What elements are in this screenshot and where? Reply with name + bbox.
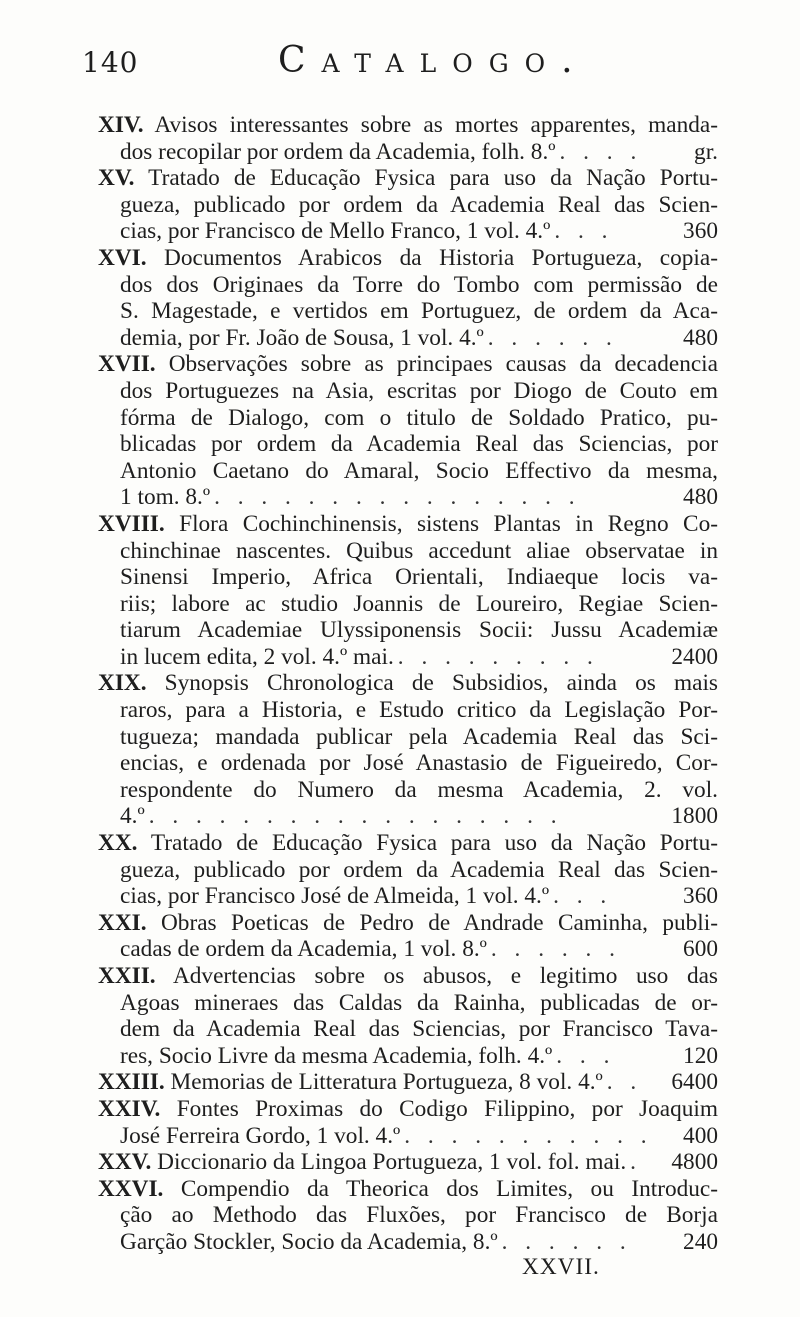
entry-body: riis; labore ac studio Joannis de Loureiro, Regiae Scien- bbox=[120, 590, 718, 617]
entry-text bbox=[98, 511, 718, 538]
entry-text bbox=[98, 1176, 718, 1203]
catalog-line bbox=[98, 1176, 718, 1203]
catalog-line bbox=[98, 431, 718, 458]
entry-text bbox=[98, 1043, 552, 1070]
entry-text bbox=[98, 990, 718, 1017]
catalog-line bbox=[98, 990, 718, 1017]
dot-leader: . bbox=[630, 1149, 642, 1176]
catalog-line bbox=[98, 218, 718, 245]
catchword: XXVII. bbox=[522, 1254, 600, 1280]
dot-leader: . . . bbox=[554, 218, 614, 245]
catalog-line bbox=[98, 1149, 718, 1176]
entry-number: XXV. bbox=[98, 1149, 152, 1176]
entry-text bbox=[98, 644, 394, 671]
entry-body: cadas de ordem da Academia, 1 vol. 8.º bbox=[120, 936, 487, 963]
entry-body: cias, por Francisco de Mello Franco, 1 vol. 4.º bbox=[120, 218, 551, 245]
entry-body: Sinensi Imperio, Africa Orientali, Indiaeque locis va- bbox=[120, 564, 718, 591]
entry-text bbox=[98, 484, 210, 511]
entry-body: Synopsis Chronologica de Subsidios, ainda os mais bbox=[164, 670, 718, 697]
entry-body: respondente do Numero da mesma Academia, 2. vol. bbox=[120, 776, 718, 803]
price: 120 bbox=[683, 1042, 718, 1069]
entry-text bbox=[98, 272, 718, 299]
catalog-line bbox=[98, 1043, 718, 1070]
entry-number: XIX. bbox=[98, 670, 147, 697]
entry-number: XV. bbox=[98, 165, 135, 192]
entry-body: gueza, publicado por ordem da Academia Real das Scien- bbox=[120, 191, 718, 218]
entry-text bbox=[98, 670, 718, 697]
entry-text bbox=[98, 724, 718, 751]
dot-leader: . . . . bbox=[559, 138, 643, 165]
catalog-line bbox=[98, 670, 718, 697]
entry-text bbox=[98, 1202, 718, 1229]
catalog-line bbox=[98, 1096, 718, 1123]
entry-body: res, Socio Livre da mesma Academia, folh. 4.º bbox=[120, 1042, 553, 1069]
entry-number: XXIII. bbox=[98, 1069, 165, 1096]
entry-text bbox=[98, 218, 550, 245]
dot-leader: . . . bbox=[553, 883, 613, 910]
dot-leader: . . . bbox=[556, 1042, 616, 1069]
entry-text bbox=[98, 405, 718, 432]
catalog-line bbox=[98, 272, 718, 299]
dot-leader: . . . . . . . . . . . . . . . . bbox=[214, 484, 581, 511]
entry-body: Flora Cochinchinensis, sistens Plantas in Regno Co- bbox=[179, 510, 718, 537]
entry-text bbox=[98, 1149, 626, 1176]
price: 1800 bbox=[671, 803, 718, 830]
entry-body: fórma de Dialogo, com o titulo de Soldado Pratico, pu- bbox=[120, 404, 718, 431]
entry-body: 1 tom. 8.º bbox=[120, 484, 211, 511]
entry-text bbox=[98, 936, 487, 963]
entry-body: Antonio Caetano do Amaral, Socio Effectivo da mesma, bbox=[120, 457, 718, 484]
entry-body: raros, para a Historia, e Estudo critico da Legislação Por- bbox=[120, 697, 718, 724]
entry-body: Tratado de Educação Fysica para uso da Nação Portu- bbox=[150, 830, 718, 857]
running-title: Catalogo. bbox=[278, 40, 589, 81]
entry-text bbox=[98, 351, 718, 378]
entry-body: Tratado de Educação Fysica para uso da Nação Portu- bbox=[148, 165, 718, 192]
catalog-line bbox=[98, 484, 718, 511]
entry-text bbox=[98, 458, 718, 485]
entry-body: in lucem edita, 2 vol. 4.º mai. bbox=[120, 643, 394, 670]
entry-text bbox=[98, 963, 718, 990]
entry-body: cias, por Francisco José de Almeida, 1 vol. 4.º bbox=[120, 883, 550, 910]
price: 480 bbox=[683, 484, 718, 511]
entry-text bbox=[98, 1016, 718, 1043]
entry-number: XX. bbox=[98, 830, 138, 857]
entry-text bbox=[98, 564, 718, 591]
price: 400 bbox=[683, 1122, 718, 1149]
catalog-line bbox=[98, 112, 718, 139]
entry-text bbox=[98, 378, 718, 405]
entry-body: Avisos interessantes sobre as mortes apparentes, manda- bbox=[154, 112, 718, 138]
entry-number: XXI. bbox=[98, 909, 147, 936]
entry-body: dos dos Originaes da Torre do Tombo com permissão de bbox=[120, 271, 718, 298]
entry-text bbox=[98, 777, 718, 804]
catalog-line bbox=[98, 617, 718, 644]
dot-leader: . . . . . . . . . bbox=[397, 643, 599, 670]
price: 6400 bbox=[671, 1069, 718, 1096]
price: 2400 bbox=[671, 643, 718, 670]
entry-text bbox=[98, 857, 718, 884]
entry-body: tugueza; mandada publicar pela Academia Real das Sci- bbox=[120, 723, 718, 750]
entry-body: Garção Stockler, Socio da Academia, 8.º bbox=[120, 1228, 498, 1255]
entry-body: encias, e ordenada por José Anastasio de Figueiredo, Cor- bbox=[120, 750, 718, 777]
entry-body: José Ferreira Gordo, 1 vol. 4.º bbox=[120, 1122, 401, 1149]
catalog-line bbox=[98, 830, 718, 857]
entry-text bbox=[98, 431, 718, 458]
entry-text bbox=[98, 883, 549, 910]
page-header bbox=[82, 40, 722, 90]
entry-body: blicadas por ordem da Academia Real das Sciencias, por bbox=[120, 431, 718, 458]
catalog-line bbox=[98, 591, 718, 618]
catalog-line bbox=[98, 192, 718, 219]
dot-leader: . . . . . . bbox=[487, 324, 618, 351]
entry-number: XVIII. bbox=[98, 510, 165, 537]
entry-text bbox=[98, 830, 718, 857]
catalog-line bbox=[98, 538, 718, 565]
price: 240 bbox=[683, 1228, 718, 1255]
catalog-line bbox=[98, 697, 718, 724]
entry-body: Advertencias sobre os abusos, e legitimo uso das bbox=[172, 963, 718, 989]
catalog-line bbox=[98, 351, 718, 378]
price: gr. bbox=[694, 138, 718, 165]
entry-text bbox=[98, 617, 718, 644]
entry-body: ção ao Methodo das Fluxões, por Francisco de Borja bbox=[120, 1202, 718, 1229]
entry-body: Memorias de Litteratura Portugueza, 8 vol. 4.º bbox=[170, 1069, 603, 1096]
entry-body: Fontes Proximas do Codigo Filippino, por Joaquim bbox=[176, 1095, 718, 1122]
catalog-line bbox=[98, 139, 718, 166]
entry-text bbox=[98, 750, 718, 777]
catalog-line bbox=[98, 511, 718, 538]
entry-text bbox=[98, 538, 718, 565]
catalog-line bbox=[98, 1016, 718, 1043]
catalog-line bbox=[98, 644, 718, 671]
catalog-line bbox=[98, 378, 718, 405]
entry-number: XXIV. bbox=[98, 1095, 161, 1122]
entry-text bbox=[98, 1096, 718, 1123]
entry-body: 4.º bbox=[120, 803, 145, 830]
dot-leader: . . . . . . bbox=[490, 936, 621, 963]
dot-leader: . . . . . . bbox=[501, 1228, 632, 1255]
entry-text bbox=[98, 165, 718, 192]
price: 480 bbox=[683, 324, 718, 351]
catalog-line bbox=[98, 165, 718, 192]
price: 4800 bbox=[671, 1149, 718, 1176]
catalog-line bbox=[98, 298, 718, 325]
entry-body: demia, por Fr. João de Sousa, 1 vol. 4.º bbox=[120, 324, 484, 351]
catalog-line bbox=[98, 883, 718, 910]
entry-body: dos Portuguezes na Asia, escritas por Diogo de Couto em bbox=[120, 377, 718, 404]
catalog-line bbox=[98, 325, 718, 352]
catalog-line bbox=[98, 750, 718, 777]
entry-number: XIV. bbox=[98, 112, 144, 138]
price: 360 bbox=[683, 883, 718, 910]
dot-leader: . . bbox=[606, 1069, 643, 1096]
dot-leader: . . . . . . . . . . . bbox=[404, 1122, 653, 1149]
entry-body: chinchinae nascentes. Quibus accedunt aliae observatae in bbox=[120, 537, 718, 564]
entry-text bbox=[98, 1123, 400, 1150]
catalog-line bbox=[98, 963, 718, 990]
entry-text bbox=[98, 245, 718, 272]
entry-text bbox=[98, 139, 556, 166]
catalog-entries bbox=[98, 112, 718, 1256]
entry-body: Agoas mineraes das Caldas da Rainha, publicadas de or- bbox=[120, 989, 718, 1016]
price: 360 bbox=[683, 218, 718, 245]
entry-text bbox=[98, 910, 718, 937]
entry-text bbox=[98, 192, 718, 219]
catalog-line bbox=[98, 777, 718, 804]
catalog-line bbox=[98, 1229, 718, 1256]
catalog-line bbox=[98, 405, 718, 432]
catalog-line bbox=[98, 458, 718, 485]
entry-body: gueza, publicado por ordem da Academia Real das Scien- bbox=[120, 856, 718, 883]
catalog-line bbox=[98, 564, 718, 591]
catalog-line bbox=[98, 1123, 718, 1150]
entry-text bbox=[98, 803, 145, 830]
entry-text bbox=[98, 325, 484, 352]
entry-body: dos recopilar por ordem da Academia, folh. 8.º bbox=[120, 138, 556, 165]
catalog-line bbox=[98, 910, 718, 937]
catalog-line bbox=[98, 245, 718, 272]
dot-leader: . . . . . . . . . . . . . . . . . . bbox=[148, 803, 563, 830]
page-number: 140 bbox=[82, 46, 139, 79]
entry-text bbox=[98, 1069, 603, 1096]
price: 600 bbox=[683, 936, 718, 963]
entry-text bbox=[98, 298, 718, 325]
entry-text bbox=[98, 591, 718, 618]
entry-number: XVII. bbox=[98, 351, 156, 378]
entry-body: Documentos Arabicos da Historia Portugueza, copia- bbox=[164, 244, 718, 271]
entry-text bbox=[98, 1229, 498, 1256]
entry-text bbox=[98, 112, 718, 139]
entry-body: Diccionario da Lingoa Portugueza, 1 vol. fol. mai. bbox=[157, 1149, 627, 1176]
catalog-line bbox=[98, 1069, 718, 1096]
catalog-line bbox=[98, 724, 718, 751]
entry-body: tiarum Academiae Ulyssiponensis Socii: Jussu Academiæ bbox=[120, 617, 718, 644]
entry-body: Obras Poeticas de Pedro de Andrade Caminha, publi- bbox=[160, 909, 718, 936]
entry-number: XXVI. bbox=[98, 1175, 164, 1202]
entry-body: S. Magestade, e vertidos em Portuguez, de ordem da Aca- bbox=[120, 298, 718, 325]
entry-number: XXII. bbox=[98, 963, 156, 989]
entry-text bbox=[98, 697, 718, 724]
entry-body: Observações sobre as principaes causas da decadencia bbox=[168, 351, 718, 378]
entry-body: Compendio da Theorica dos Limites, ou Introduc- bbox=[180, 1175, 718, 1202]
catalog-line bbox=[98, 857, 718, 884]
catalog-line bbox=[98, 1202, 718, 1229]
catalog-line bbox=[98, 936, 718, 963]
entry-body: dem da Academia Real das Sciencias, por Francisco Tava- bbox=[120, 1016, 718, 1043]
catalog-line bbox=[98, 803, 718, 830]
entry-number: XVI. bbox=[98, 244, 147, 271]
